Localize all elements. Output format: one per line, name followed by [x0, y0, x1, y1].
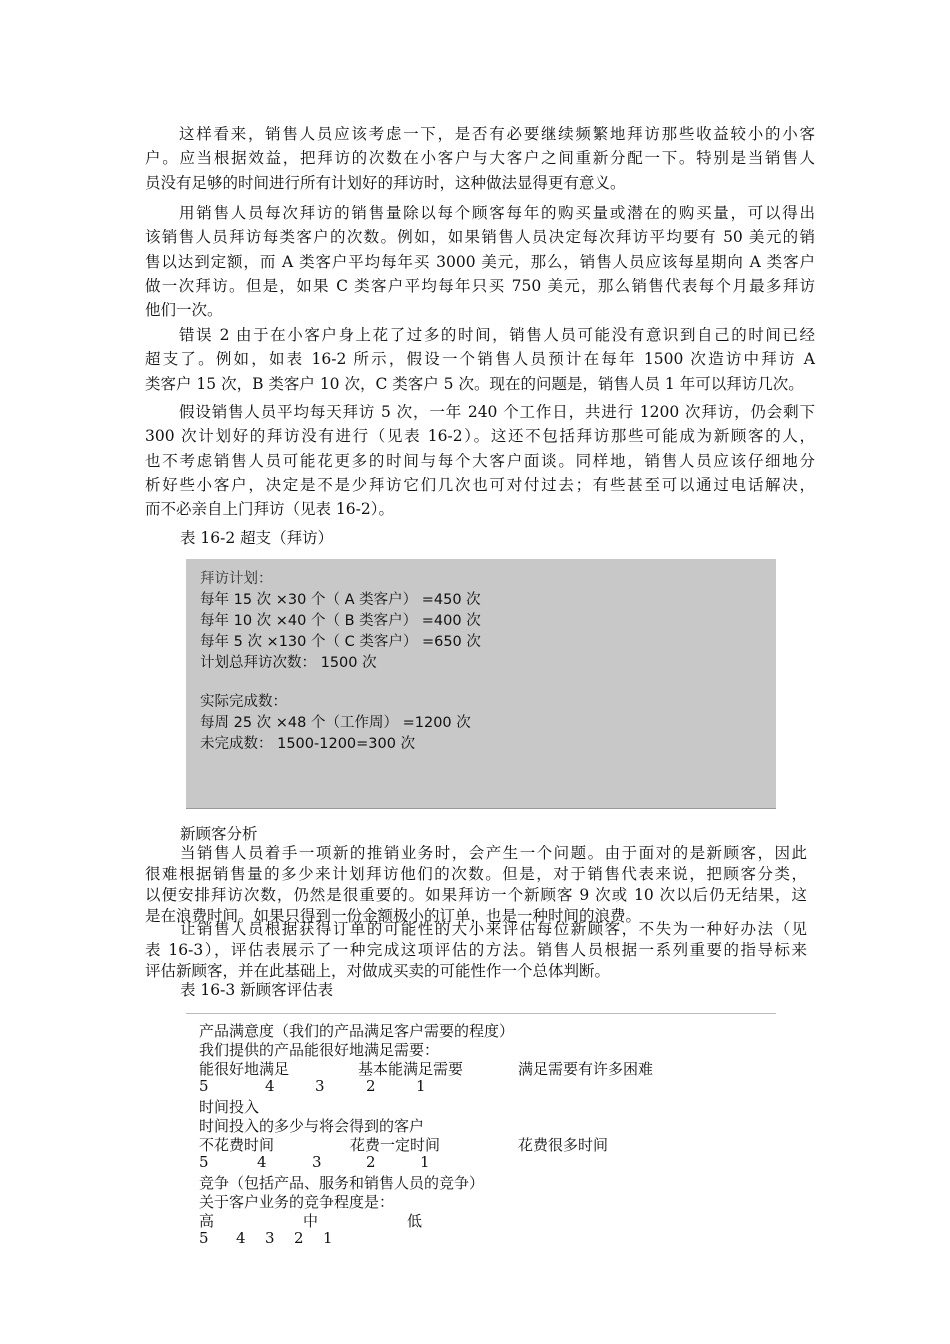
text-line: 用销售人员每次拜访的销售量除以每个顾客每年的购买量或潜在的购买量，可以得出	[179, 204, 815, 222]
paragraph-6	[145, 919, 807, 982]
section-heading: 新顾客分析	[180, 825, 258, 843]
option-label: 高	[199, 1212, 215, 1230]
text-line: 这样看来，销售人员应该考虑一下，是否有必要继续频繁地拜访那些收益较小的小客	[179, 125, 815, 143]
score: 1	[323, 1229, 333, 1247]
criterion-title: 时间投入	[199, 1098, 260, 1116]
score: 5	[199, 1077, 209, 1095]
visit-plan-row: 每年 5 次 ×130 个（ C 类客户） =650 次	[200, 634, 481, 650]
score: 5	[199, 1229, 209, 1247]
table-caption-16-2: 表 16-2 超支（拜访）	[180, 529, 334, 547]
table-caption-16-3: 表 16-3 新顾客评估表	[180, 981, 334, 999]
visit-plan-total: 计划总拜访次数： 1500 次	[200, 655, 377, 671]
text-line: 评估新顾客，并在此基础上，对做成买卖的可能性作一个总体判断。	[145, 962, 611, 980]
text-line: 很难根据销售量的多少来计划拜访他们的次数。但是，对于销售代表来说，把顾客分类，	[145, 865, 807, 883]
visit-plan-row: 每年 10 次 ×40 个（ B 类客户） =400 次	[200, 613, 481, 629]
text-line: 错误 2 由于在小客户身上花了过多的时间，销售人员可能没有意识到自己的时间已经	[179, 326, 815, 344]
text-line: 做一次拜访。但是，如果 C 类客户平均每年只买 750 美元，那么销售代表每个月最多拜访	[145, 276, 815, 295]
option-label: 花费一定时间	[350, 1136, 441, 1154]
text-line: 300 次计划好的拜访没有进行（见表 16-2）。这还不包括拜访那些可能成为新顾客的人，	[145, 427, 815, 446]
text-line: 户。应当根据效益，把拜访的次数在小客户与大客户之间重新分配一下。特别是当销售人	[145, 149, 815, 168]
option-label: 中	[303, 1212, 319, 1230]
divider	[186, 1013, 776, 1014]
text-line: 员没有足够的时间进行所有计划好的拜访时，这种做法显得更有意义。	[145, 173, 626, 192]
text-line: 让销售人员根据获得订单的可能性的大小来评估每位新顾客，不失为一种好办法（见	[180, 920, 807, 938]
text-line: 当销售人员着手一项新的推销业务时，会产生一个问题。由于面对的是新顾客，因此	[180, 844, 807, 862]
text-line: 也不考虑销售人员可能花更多的时间与每个大客户面谈。同样地，销售人员应该仔细地分	[145, 451, 815, 470]
text-line: 表 16-3），评估表展示了一种完成这项评估的方法。销售人员根据一系列重要的指导标来	[145, 941, 807, 959]
option-label: 低	[407, 1212, 423, 1230]
visit-plan-heading: 拜访计划：	[200, 571, 273, 587]
score: 1	[416, 1077, 426, 1095]
unfinished-row: 未完成数： 1500-1200=300 次	[200, 736, 416, 752]
option-label: 花费很多时间	[518, 1136, 609, 1154]
option-label: 能很好地满足	[199, 1060, 290, 1078]
score: 2	[366, 1153, 376, 1171]
score: 1	[420, 1153, 430, 1171]
text-line: 而不必亲自上门拜访（见表 16-2）。	[145, 500, 395, 519]
criterion-title: 产品满意度（我们的产品满足客户需要的程度）	[199, 1022, 515, 1040]
text-line: 析好些小客户，决定是不是少拜访它们几次也可对付过去；有些甚至可以通过电话解决，	[145, 475, 815, 494]
text-line: 是在浪费时间。如果只得到一份金额极小的订单，也是一种时间的浪费。	[145, 907, 642, 925]
score: 2	[294, 1229, 304, 1247]
score: 2	[366, 1077, 376, 1095]
text-line: 他们一次。	[145, 301, 223, 320]
text-line: 售以达到定额，而 A 类客户平均每年买 3000 美元，那么，销售人员应该每星期向 A 类客户	[145, 252, 815, 271]
visit-plan-box	[186, 559, 776, 809]
score: 4	[236, 1229, 246, 1247]
option-label: 不花费时间	[199, 1136, 275, 1154]
criterion-title: 竞争（包括产品、服务和销售人员的竞争）	[199, 1174, 485, 1192]
paragraph-2	[145, 201, 815, 322]
score: 4	[265, 1077, 275, 1095]
criterion-question: 关于客户业务的竞争程度是：	[199, 1193, 395, 1211]
paragraph-3	[145, 323, 815, 396]
actual-heading: 实际完成数：	[200, 694, 287, 710]
text-line: 假设销售人员平均每天拜访 5 次，一年 240 个工作日，共进行 1200 次拜访，仍会剩下	[179, 403, 815, 421]
criterion-question: 时间投入的多少与将会得到的客户	[199, 1117, 425, 1135]
text-line: 类客户 15 次，B 类客户 10 次，C 类客户 5 次。现在的问题是，销售人员 1 年可以拜访几次。	[145, 374, 804, 393]
text-line: 以便安排拜访次数，仍然是很重要的。如果拜访一个新顾客 9 次或 10 次以后仍无结果，这	[145, 886, 807, 904]
criterion-question: 我们提供的产品能很好地满足需要：	[199, 1041, 440, 1059]
score: 3	[315, 1077, 325, 1095]
paragraph-4	[145, 400, 815, 521]
visit-plan-row: 每年 15 次 ×30 个（ A 类客户） =450 次	[200, 592, 481, 608]
score: 4	[257, 1153, 267, 1171]
score: 3	[265, 1229, 275, 1247]
option-label: 满足需要有许多困难	[518, 1060, 654, 1078]
actual-row: 每周 25 次 ×48 个（工作周） =1200 次	[200, 715, 471, 731]
score: 5	[199, 1153, 209, 1171]
score: 3	[312, 1153, 322, 1171]
option-label: 基本能满足需要	[358, 1060, 464, 1078]
text-line: 超支了。例如，如表 16-2 所示，假设一个销售人员预计在每年 1500 次造访中拜访 A	[145, 350, 815, 369]
paragraph-1	[145, 122, 815, 195]
paragraph-5	[145, 843, 807, 927]
text-line: 该销售人员拜访每类客户的次数。例如，如果销售人员决定每次拜访平均要有 50 美元的销	[145, 228, 815, 247]
